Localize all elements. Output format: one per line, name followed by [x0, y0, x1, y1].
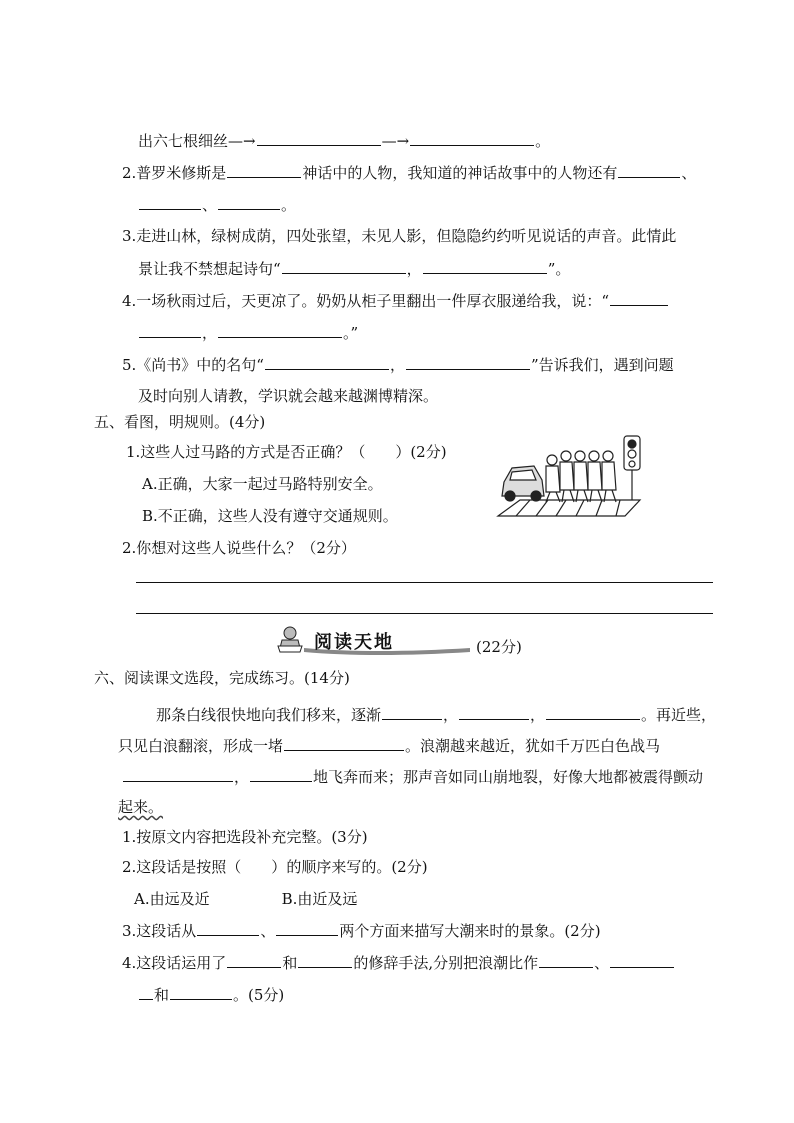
- answer-line-2[interactable]: [136, 613, 713, 614]
- banner-title: 阅读天地: [314, 632, 394, 653]
- q4-2-line: [122, 162, 696, 183]
- passage-text: 。再近些，: [641, 706, 717, 724]
- q4-2-text-c: 、: [681, 164, 697, 182]
- passage-text: 只见白浪翻滚，形成一堵: [118, 737, 284, 755]
- sec6-q2-option-a[interactable]: A.由远及近: [134, 890, 210, 908]
- blank[interactable]: [139, 322, 201, 338]
- blank[interactable]: [406, 354, 530, 370]
- passage-text: ，: [530, 706, 546, 724]
- sec6-q2-option-b[interactable]: B.由近及远: [281, 890, 358, 908]
- blank[interactable]: [250, 766, 312, 782]
- passage-line-3: [122, 766, 703, 787]
- section-6-heading: 六、阅读课文选段，完成练习。(14分): [94, 669, 350, 687]
- q4-2-text-b: 神话中的人物，我知道的神话故事中的人物还有: [302, 164, 618, 182]
- sec6-q1: 1.按原文内容把选段补充完整。(3分): [122, 828, 368, 846]
- q3-text: 、: [260, 922, 276, 940]
- passage-line-1: [156, 704, 716, 725]
- blank[interactable]: [227, 162, 301, 178]
- blank[interactable]: [298, 952, 352, 968]
- blank[interactable]: [459, 704, 529, 720]
- q4-1-cont-line: [138, 130, 550, 151]
- car-icon: [502, 466, 544, 501]
- q4-3-text: 3.走进山林，绿树成荫，四处张望，未见人影，但隐隐约约听见说话的声音。此情此: [122, 227, 677, 245]
- passage-line-2: [118, 735, 660, 756]
- blank[interactable]: [382, 704, 442, 720]
- blank[interactable]: [265, 354, 389, 370]
- blank[interactable]: [218, 194, 280, 210]
- sec6-q2: 2.这段话是按照（ ）的顺序来写的。(2分): [122, 858, 428, 876]
- sec6-q3: [122, 920, 601, 941]
- banner-score: (22分): [476, 638, 522, 656]
- passage-line-4: [118, 797, 163, 817]
- crosswalk-illustration: [490, 430, 650, 524]
- q4-text: 4.这段话运用了: [122, 954, 227, 972]
- blank[interactable]: [618, 162, 680, 178]
- blank[interactable]: [539, 952, 593, 968]
- q4-text: 的修辞手法,分别把浪潮比作: [353, 954, 539, 972]
- q4-4-text-c: 。”: [343, 324, 359, 342]
- passage-text: 。浪潮越来越近，犹如千万匹白色战马: [405, 737, 661, 755]
- passage-text: 地飞奔而来；那声音如同山崩地裂，好像大地都被震得颤动: [313, 768, 704, 786]
- blank[interactable]: [610, 290, 668, 306]
- blank[interactable]: [218, 322, 342, 338]
- blank[interactable]: [227, 952, 281, 968]
- sec5-option-a[interactable]: A.正确，大家一起过马路特别安全。: [142, 475, 383, 493]
- q4-5-text-2: 及时向别人请教，学识就会越来越渊博精深。: [138, 387, 439, 405]
- blank[interactable]: [257, 130, 381, 146]
- q4-text: 和: [154, 986, 170, 1004]
- q3-text: 3.这段话从: [122, 922, 197, 940]
- q4-4-text: 4.一场秋雨过后，天更凉了。奶奶从柜子里翻出一件厚衣服递给我，说：“: [122, 292, 609, 310]
- section-5-heading: 五、看图，明规则。(4分): [94, 413, 266, 431]
- sec6-q2-options: [134, 889, 357, 909]
- sec5-q1: 1.这些人过马路的方式是否正确？（ ）(2分): [126, 443, 447, 461]
- passage-text: ，: [443, 706, 459, 724]
- pedestrians-icon: [546, 451, 616, 502]
- q4-5-text-c: ”告诉我们，遇到问题: [531, 356, 674, 374]
- q3-text: 两个方面来描写大潮来时的景象。(2分): [339, 922, 601, 940]
- blank[interactable]: [123, 766, 233, 782]
- crosswalk-stripes-icon: [498, 500, 640, 516]
- passage-text: ，: [234, 768, 250, 786]
- q4-5-line2: [138, 386, 438, 406]
- sec5-q2: 2.你想对这些人说些什么？（2分）: [122, 539, 356, 557]
- blank[interactable]: [610, 952, 674, 968]
- q4-3-text-b: ，: [406, 260, 422, 278]
- sec5-option-b[interactable]: B.不正确，这些人没有遵守交通规则。: [142, 507, 398, 525]
- q4-4-text-b: ，: [202, 324, 218, 342]
- answer-line-1[interactable]: [136, 582, 713, 583]
- q4-3-text-a: 景让我不禁想起诗句“: [138, 260, 281, 278]
- q4-1-end: 。: [535, 132, 551, 150]
- q4-5-text-b: ，: [389, 356, 405, 374]
- blank[interactable]: [197, 920, 259, 936]
- blank[interactable]: [139, 984, 153, 1000]
- arrow-1: —→: [228, 132, 256, 150]
- q4-2-text-d: 、: [202, 196, 218, 214]
- q4-3-line2: [138, 258, 570, 279]
- passage-text: 起来。: [118, 798, 164, 816]
- q4-5-text-a: 5.《尚书》中的名句“: [122, 356, 264, 374]
- passage-text: 那条白线很快地向我们移来，逐渐: [156, 706, 382, 724]
- blank[interactable]: [139, 194, 201, 210]
- q4-5-line1: [122, 354, 674, 375]
- q4-2-text-e: 。: [281, 196, 297, 214]
- blank[interactable]: [284, 735, 404, 751]
- blank[interactable]: [170, 984, 232, 1000]
- q4-text: 、: [594, 954, 610, 972]
- reading-child-icon: [278, 627, 302, 652]
- q4-3-text-c: ”。: [547, 260, 571, 278]
- sec6-q4-line2: [138, 984, 284, 1005]
- q4-1-text: 出六七根细丝: [138, 132, 229, 150]
- q4-text: 和: [282, 954, 298, 972]
- q4-text: 。(5分): [233, 986, 285, 1004]
- blank[interactable]: [282, 258, 406, 274]
- blank[interactable]: [410, 130, 534, 146]
- blank[interactable]: [546, 704, 640, 720]
- reading-banner: [274, 624, 474, 656]
- blank[interactable]: [423, 258, 547, 274]
- q4-4-line1: [122, 290, 669, 311]
- sec6-q4-line1: [122, 952, 675, 973]
- q4-4-line2: [138, 322, 358, 343]
- q4-2-line2: [138, 194, 296, 215]
- arrow-2: —→: [381, 132, 410, 150]
- q4-2-text-a: 2.普罗米修斯是: [122, 164, 227, 182]
- q4-3-line1: [122, 226, 676, 246]
- traffic-light-icon: [624, 436, 640, 500]
- blank[interactable]: [276, 920, 338, 936]
